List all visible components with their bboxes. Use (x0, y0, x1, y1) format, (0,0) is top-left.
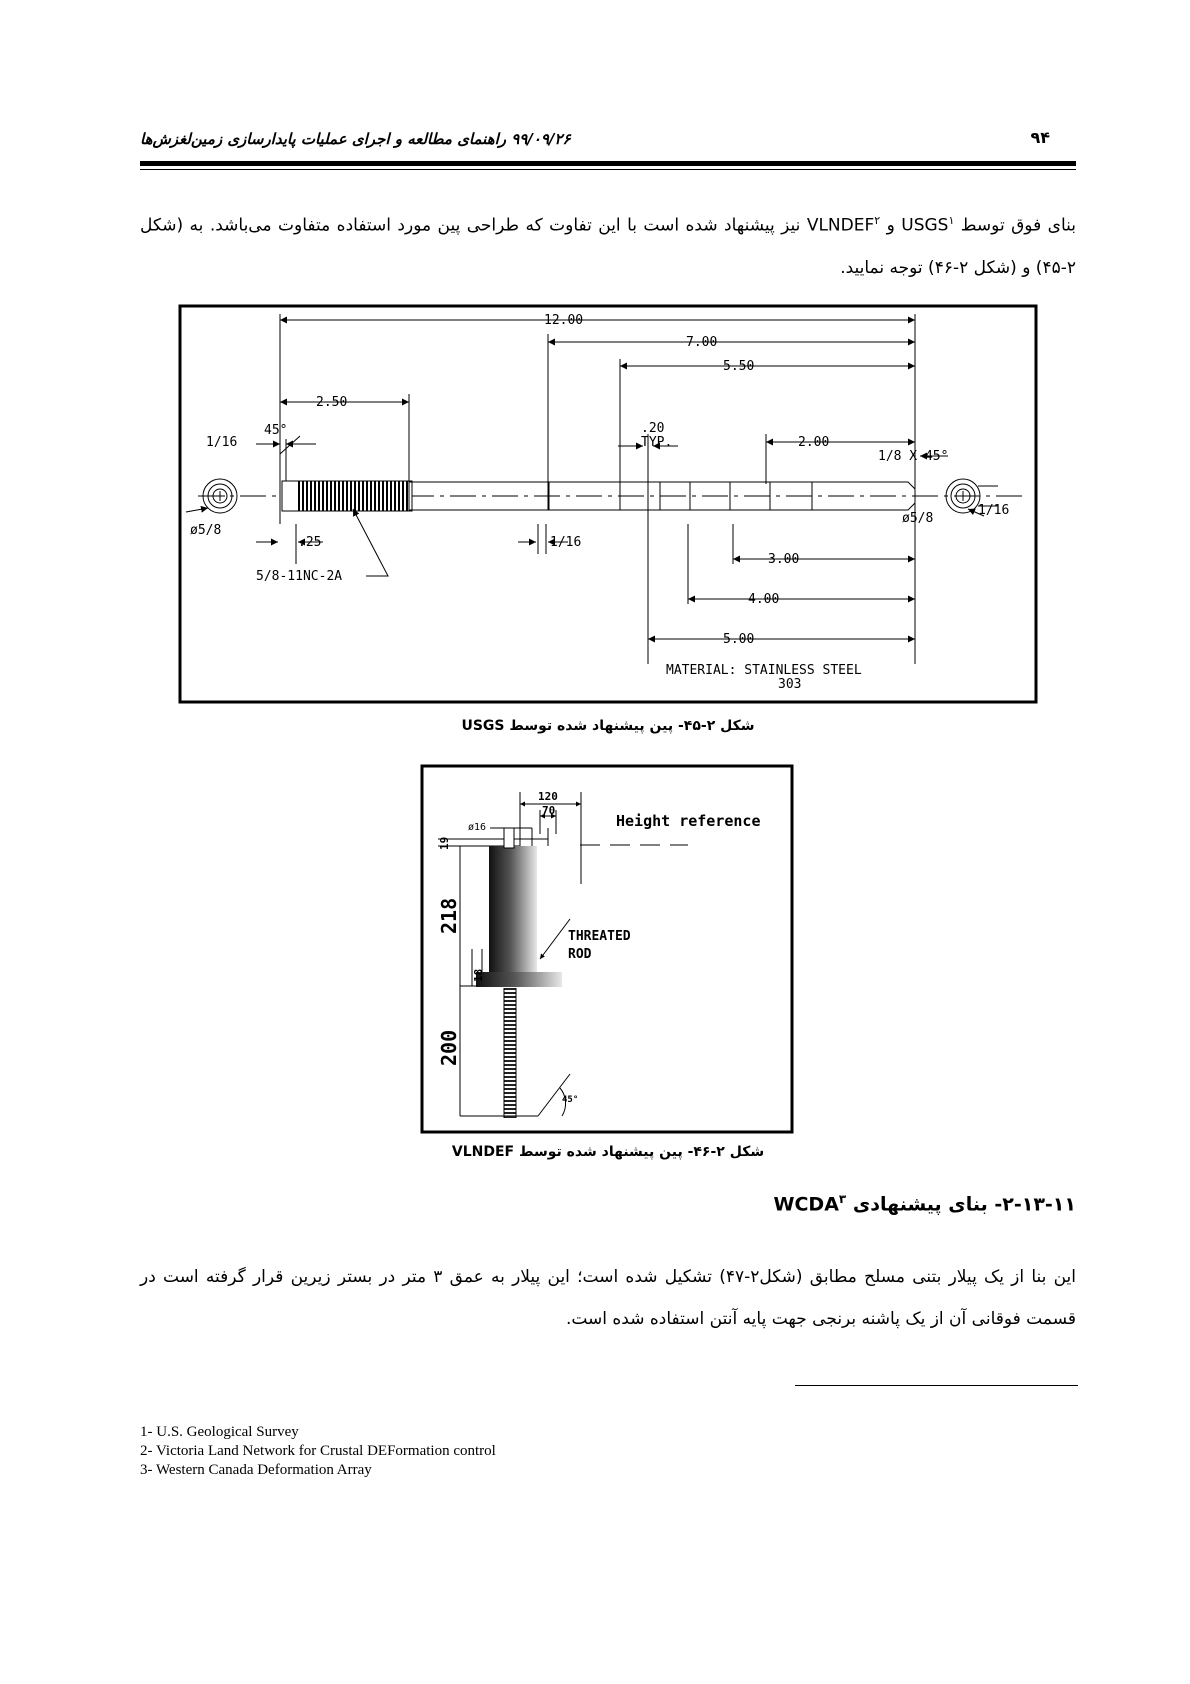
dim-250: 2.50 (316, 395, 348, 410)
footnote-ref-3: ۳ (838, 1192, 847, 1206)
section-paragraph: این بنا از یک پیلار بتنی مسلح مطابق (شکل۲-۴۷) تشکیل شده است؛ این پیلار به عمق ۳ متر در بستر زیرین قرار گرفته است در قسمت فوقانی آن از یک پاشنه برنجی جهت پایه آنتن استفاده شده است. (140, 1267, 1076, 1329)
dim-angle-45b: 45° (562, 1095, 579, 1105)
figure1-caption: شکل ۲-۴۵- پین پیشنهاد شده توسط USGS (461, 718, 755, 734)
header-rule-thick (140, 161, 1076, 166)
footnote-2: 2- Victoria Land Network for Crustal DEFormation control (140, 1443, 496, 1459)
dim-20: .20 (641, 421, 665, 436)
dim-300: 3.00 (768, 552, 800, 567)
dim-phi16: ø16 (468, 822, 487, 833)
dim-phi58-right: ø5/8 (902, 511, 934, 526)
footnote-ref-2: ۲ (874, 214, 881, 227)
rod-label-line2: ROD (568, 947, 592, 962)
dim-218: 218 (437, 897, 461, 934)
material-spec: MATERIAL: STAINLESS STEEL (666, 663, 862, 678)
dim-18: 18 (472, 968, 485, 982)
usgs-pin-drawing (178, 304, 1038, 704)
term-vlndef: VLNDEF (806, 215, 875, 236)
dim-200: 2.00 (798, 435, 830, 450)
footnote-1: 1- U.S. Geological Survey (140, 1424, 299, 1440)
dim-116-right: 1/16 (978, 503, 1010, 518)
vlndef-pin-drawing (420, 764, 794, 1134)
header-rule-thin (140, 169, 1076, 170)
dim-200: 200 (437, 1029, 461, 1066)
section-heading (376, 1192, 1076, 1215)
dim-700: 7.00 (686, 335, 718, 350)
dim-120: 120 (538, 790, 558, 803)
intro-text-2: و (880, 215, 902, 236)
footnote-3: 3- Western Canada Deformation Array (140, 1462, 372, 1478)
dim-116-left: 1/16 (206, 435, 238, 450)
dim-overall: 12.00 (544, 313, 584, 328)
thread-spec: 5/8-11NC-2A (256, 569, 343, 584)
dim-phi58-left: ø5/8 (190, 523, 222, 538)
material-grade: 303 (778, 677, 802, 692)
intro-paragraph (140, 200, 1076, 289)
dim-400: 4.00 (748, 592, 780, 607)
dim-70: 70 (542, 804, 556, 817)
rod-label-line1: THREATED (568, 929, 631, 944)
footnote-rule (795, 1385, 1078, 1386)
term-usgs: USGS (901, 215, 949, 236)
intro-text-3: نیز پیشنهاد شده است با این تفاوت که طراحی پین مورد استفاده متفاوت می‌باشد. به (شکل ۲-۴۵) و (شکل ۲-۴۶) توجه نمایید. (140, 215, 1076, 278)
dim-25: .25 (298, 535, 322, 550)
running-header-title: ۹۹/۰۹/۲۶ راهنمای مطالعه و اجرای عملیات پایدارسازی زمین‌لغزش‌ها (140, 130, 571, 148)
dim-typ: TYP. (641, 435, 673, 450)
dim-500: 5.00 (723, 632, 755, 647)
dim-angle-45: 45° (264, 423, 288, 438)
intro-text-1: بنای فوق توسط (954, 215, 1076, 236)
height-reference-label: Height reference (616, 812, 761, 830)
dim-19: 19 (438, 836, 451, 850)
section-heading-number: ۲-۱۳-۱۱- بنای پیشنهادی (846, 1193, 1076, 1216)
figure2-caption: شکل ۲-۴۶- پین پیشنهاد شده توسط VLNDEF (451, 1144, 765, 1160)
dim-116-mid: 1/16 (550, 535, 582, 550)
dim-chamfer: 1/8 X 45° (878, 449, 949, 464)
footnote-ref-1: ۱ (948, 214, 955, 227)
section-heading-term: WCDA (773, 1193, 839, 1216)
page-number: ۹۴ (1030, 128, 1050, 147)
dim-550: 5.50 (723, 359, 755, 374)
